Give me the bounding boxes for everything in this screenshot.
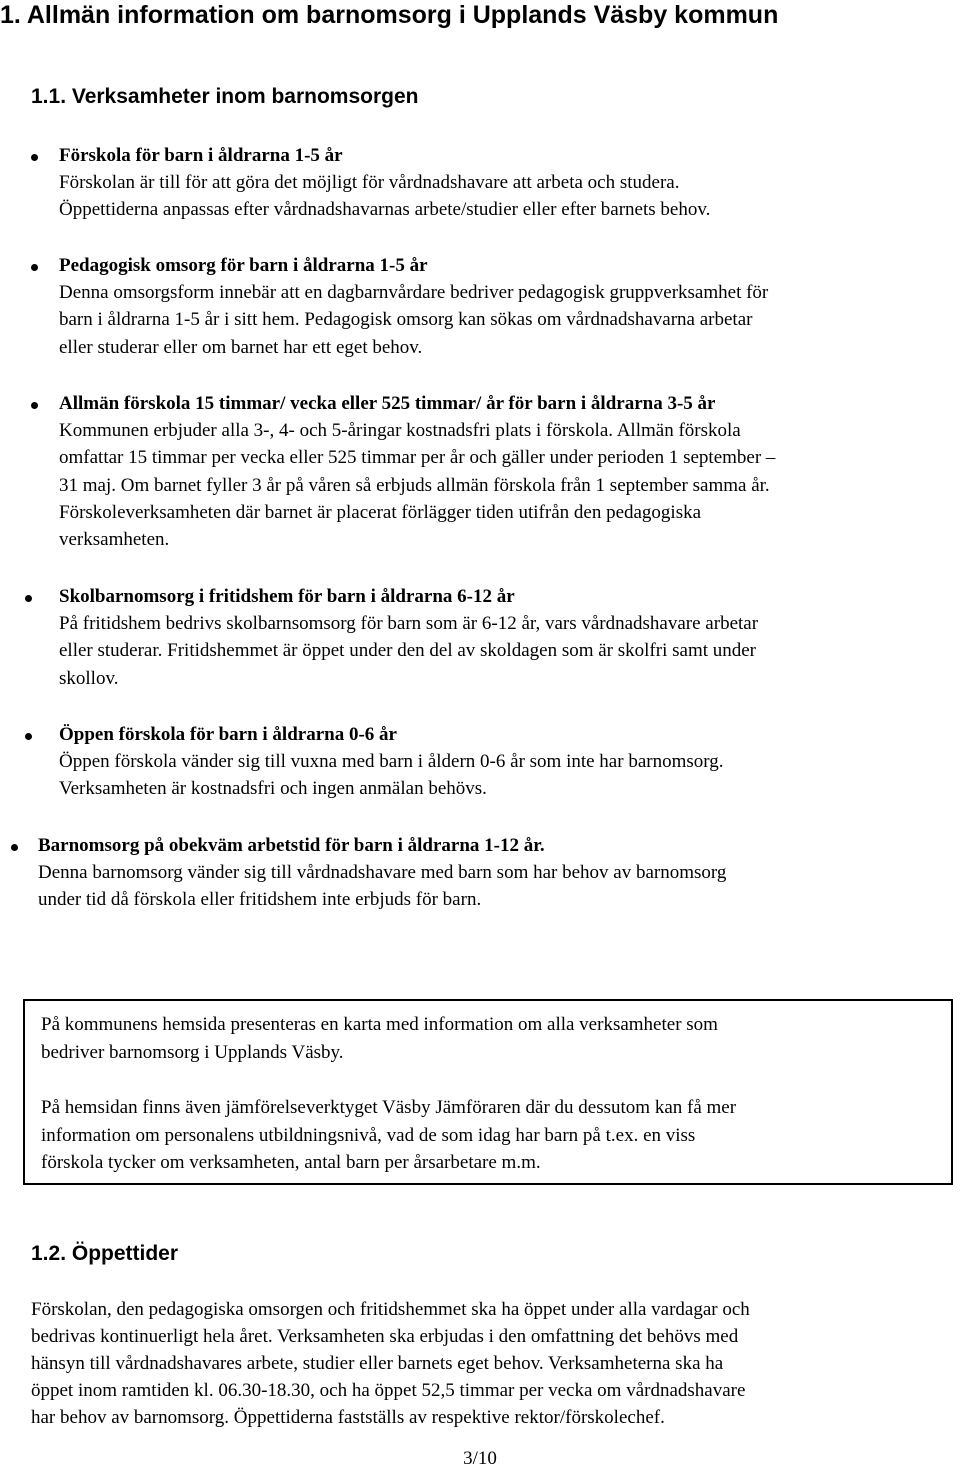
list-item-allman-forskola [59, 390, 775, 553]
paragraph-line: Förskolan, den pedagogiska omsorgen och fritidshemmet ska ha öppet under alla vardagar och [31, 1299, 750, 1320]
item-line: På fritidshem bedrivs skolbarnsomsorg för barn som är 6-12 år, vars vårdnadshavare arbetar [59, 613, 759, 635]
item-line: 31 maj. Om barnet fyller 3 år på våren så erbjuds allmän förskola från 1 september samma år. [59, 474, 770, 496]
section-1-2-heading: 1.2. Öppettider [31, 1242, 179, 1265]
item-line: barn i åldrarna 1-5 år i sitt hem. Pedagogisk omsorg kan sökas om vårdnadshavarna arbetar [59, 309, 753, 331]
bullet-icon [11, 844, 18, 851]
item-line: Denna barnomsorg vänder sig till vårdnadshavare med barn som har behov av barnomsorg [38, 862, 727, 884]
list-item-pedagogisk-omsorg [59, 252, 768, 361]
item-line: Denna omsorgsform innebär att en dagbarnvårdare bedriver pedagogisk gruppverksamhet för [59, 282, 769, 304]
item-line: Verksamheten är kostnadsfri och ingen anmälan behövs. [59, 778, 487, 800]
oppettider-paragraph [31, 1296, 750, 1431]
paragraph-line: hänsyn till vårdnadshavares arbete, studier eller barnets eget behov. Verksamheterna ska ha [31, 1353, 724, 1374]
item-title: Pedagogisk omsorg för barn i åldrarna 1-5 år [59, 255, 428, 276]
bullet-icon [25, 595, 32, 602]
item-title: Allmän förskola 15 timmar/ vecka eller 525 timmar/ år för barn i åldrarna 3-5 år [59, 393, 716, 414]
item-line: verksamheten. [59, 529, 170, 551]
bullet-icon [31, 154, 38, 161]
item-line: Öppen förskola vänder sig till vuxna med barn i åldern 0-6 år som inte har barnomsorg. [59, 751, 724, 773]
item-line: eller studerar. Fritidshemmet är öppet under den del av skoldagen som är skolfri samt under [59, 640, 757, 662]
item-line: under tid då förskola eller fritidshem inte erbjuds för barn. [38, 889, 482, 911]
item-line: Förskolan är till för att göra det möjligt för vårdnadshavare att arbeta och studera. [59, 172, 680, 194]
bullet-icon [25, 733, 32, 740]
info-box-paragraph-2 [41, 1094, 736, 1177]
info-box [23, 999, 953, 1185]
list-item-obekvam-arbetstid [38, 832, 726, 914]
list-item-forskola [59, 142, 710, 224]
item-title: Barnomsorg på obekväm arbetstid för barn i åldrarna 1-12 år. [38, 835, 545, 856]
section-1-1-heading: 1.1. Verksamheter inom barnomsorgen [31, 85, 419, 108]
item-line: omfattar 15 timmar per vecka eller 525 timmar per år och gäller under perioden 1 september – [59, 447, 776, 469]
bullet-icon [31, 264, 38, 271]
paragraph-line: bedrivas kontinuerligt hela året. Verksamheten ska erbjudas i den omfattning det behövs med [31, 1326, 739, 1347]
page-heading: 1. Allmän information om barnomsorg i Upplands Väsby kommun [0, 1, 779, 29]
list-item-oppen-forskola [59, 721, 723, 803]
info-line: På hemsidan finns även jämförelseverktyget Väsby Jämföraren där du dessutom kan få mer [41, 1097, 737, 1118]
item-line: eller studerar eller om barnet har ett eget behov. [59, 336, 423, 358]
item-title: Skolbarnomsorg i fritidshem för barn i åldrarna 6-12 år [59, 586, 515, 607]
info-box-paragraph-1 [41, 1011, 718, 1066]
page-number: 3/10 [463, 1448, 497, 1469]
item-line: Öppettiderna anpassas efter vårdnadshavarnas arbete/studier eller efter barnets behov. [59, 199, 711, 221]
item-line: Kommunen erbjuder alla 3-, 4- och 5-åringar kostnadsfri plats i förskola. Allmän förskola [59, 420, 741, 442]
item-line: Förskoleverksamheten där barnet är placerat förlägger tiden utifrån den pedagogiska [59, 501, 702, 523]
item-line: skollov. [59, 667, 119, 689]
info-line: förskola tycker om verksamheten, antal barn per årsarbetare m.m. [41, 1152, 541, 1173]
info-line: På kommunens hemsida presenteras en karta med information om alla verksamheter som [41, 1014, 718, 1035]
paragraph-line: öppet inom ramtiden kl. 06.30-18.30, och ha öppet 52,5 timmar per vecka om vårdnadshavare [31, 1380, 746, 1401]
bullet-icon [31, 402, 38, 409]
info-line: information om personalens utbildningsnivå, vad de som idag har barn på t.ex. en viss [41, 1124, 696, 1146]
item-title: Förskola för barn i åldrarna 1-5 år [59, 145, 343, 166]
item-title: Öppen förskola för barn i åldrarna 0-6 år [59, 724, 397, 745]
info-line: bedriver barnomsorg i Upplands Väsby. [41, 1041, 344, 1063]
paragraph-line: har behov av barnomsorg. Öppettiderna fastställs av respektive rektor/förskolechef. [31, 1407, 665, 1428]
list-item-skolbarnomsorg [59, 583, 758, 692]
